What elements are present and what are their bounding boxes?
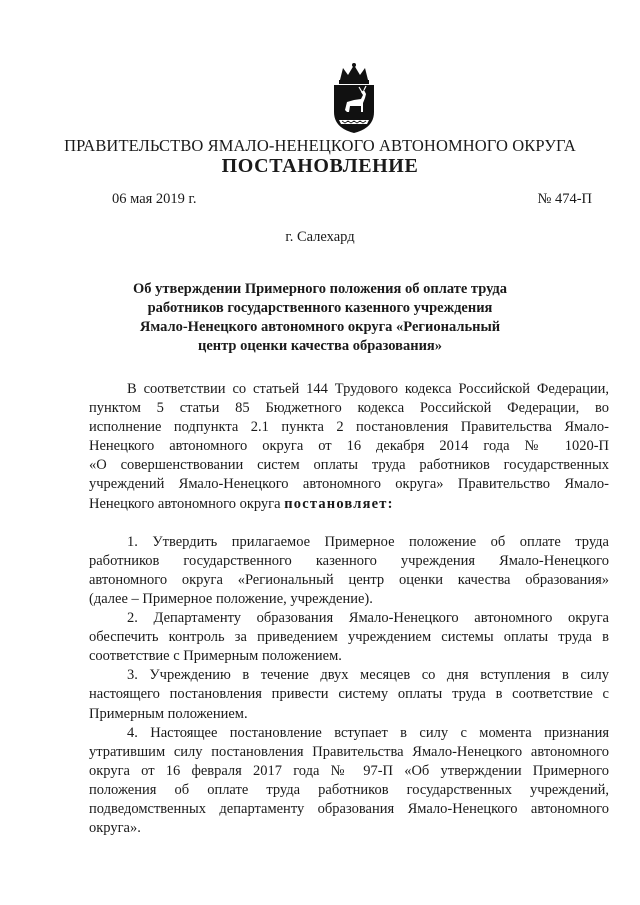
text-line: округа от 16 февраля 2017 года № 97-П «Об утверждении Примерного [89, 762, 609, 779]
text-line: «О совершенствовании систем оплаты труда работников государственных [89, 457, 609, 474]
preamble-paragraph [89, 380, 609, 514]
title-line: Об утверждении Примерного положения об оплате труда [133, 281, 507, 297]
text-line-final [89, 495, 609, 514]
text-fragment: Ненецкого автономного округа [89, 495, 281, 512]
text-line: 4. Настоящее постановление вступает в силу с момента признания [127, 724, 609, 741]
text-line: соответствие с Примерным положением. [89, 648, 342, 665]
title-line: работников государственного казенного учреждения [147, 300, 493, 316]
title-line: центр оценки качества образования» [197, 338, 443, 354]
title-line: Ямало-Ненецкого автономного округа «Региональный [139, 319, 501, 335]
government-name: ПРАВИТЕЛЬСТВО ЯМАЛО-НЕНЕЦКОГО АВТОНОМНОГО ОКРУГА [64, 136, 576, 155]
text-line: работников государственного казенного учреждения Ямало-Ненецкого [89, 552, 609, 569]
text-line: положения об оплате труда работников государственных учреждений, [89, 781, 609, 798]
item-paragraph-4 [89, 724, 609, 839]
item-paragraph-3 [89, 666, 609, 723]
item-paragraph-2 [89, 609, 609, 666]
text-line: 2. Департаменту образования Ямало-Ненецкого автономного округа [127, 610, 609, 627]
text-line: обеспечить контроль за приведением учреждением системы оплаты труда в [89, 629, 609, 646]
coat-of-arms-emblem [328, 62, 380, 134]
text-line: автономного округа «Региональный центр оценки качества образования» [89, 571, 609, 588]
text-line: 1. Утвердить прилагаемое Примерное положение об оплате труда [127, 533, 609, 550]
document-city: г. Салехард [285, 229, 355, 245]
text-line: 3. Учреждению в течение двух месяцев со дня вступления в силу [127, 667, 609, 684]
item-paragraph-1 [89, 533, 609, 609]
document-date: 06 мая 2019 г. [112, 191, 197, 207]
text-line: настоящего постановления привести систему оплаты труда в соответствие с [89, 686, 609, 703]
text-line: пунктом 5 статьи 85 Бюджетного кодекса Российской Федерации, во [89, 400, 609, 417]
text-line: Примерным положением. [89, 705, 248, 722]
document-number: № 474-П [537, 191, 592, 207]
document-title [0, 280, 640, 356]
text-line: исполнение подпункта 2.1 пункта 2 постановления Правительства Ямало- [89, 419, 609, 436]
text-line: округа». [89, 820, 141, 837]
text-line: (далее – Примерное положение, учреждение). [89, 590, 373, 607]
resolve-word: постановляет: [284, 495, 394, 512]
text-line: В соответствии со статьей 144 Трудового кодекса Российской Федерации, [127, 381, 609, 397]
text-line: Ненецкого автономного округа от 16 декабря 2014 года № 1020-П [89, 438, 609, 455]
text-line: утратившим силу постановления Правительства Ямало-Ненецкого автономного [89, 743, 609, 760]
text-line: подведомственных департаменту образования Ямало-Ненецкого автономного [89, 800, 609, 817]
text-line: учреждений Ямало-Ненецкого автономного округа» Правительство Ямало- [89, 476, 609, 493]
document-body [89, 380, 609, 838]
document-type: ПОСТАНОВЛЕНИЕ [221, 155, 419, 177]
